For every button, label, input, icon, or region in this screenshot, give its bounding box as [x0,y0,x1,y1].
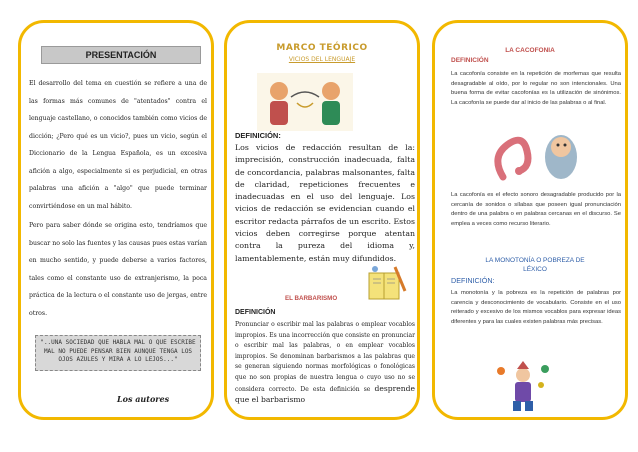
presentacion-paragraph-1: El desarrollo del tema en cuestión se refiere a una de las formas más comunes de "atentados" contra el lenguaje castellano, o conocidos también como vicios de dicción; ¿Pero qué es un vicio?, pues un vicio, según el Diccionario de la Lengua Española, es un excesiva afición a algo, especialmente si es perjudicial, en otras palabras una afición a "algo" que puede terminar convirtiéndose en un mal hábito. [29,80,207,210]
quote-box: "..UNA SOCIEDAD QUE HABLA MAL O QUE ESCRIBE MAL NO PUEDE PENSAR BIEN AUNQUE TENGA LOS OJOS AZULES Y MIRA A LO LEJOS..." [35,335,201,371]
authors-signature: Los autores [117,394,170,404]
panel-cacofonia [432,20,628,420]
cacofonia-title: LA CACOFONIA [505,47,555,54]
cacofonia-definition-label: DEFINICIÓN [451,57,489,64]
marco-teorico-subtitle: VICIOS DEL LENGUAJE [288,56,356,63]
barbarismo-definition-label: DEFINICIÓN [235,309,276,316]
juggler-illustration [493,361,553,413]
panel-marco-teorico [224,20,420,420]
monotonia-title: LA MONOTONÍA O POBREZA DE LÉXICO [485,257,585,273]
cacofonia-text-1: La cacofonía consiste en la repetición de morfemas que resulta desagradable al oído, por lo regular no son intencionales. Una buena forma de evitar cacofonías es la utilización de sinónimos. La cacofonía se puede dar al inicio de las palabras o al final. [451,71,621,106]
snake-illustration [483,127,593,187]
two-people-talking-illustration [257,73,353,131]
marco-teorico-title: MARCO TEÓRICO [276,43,368,53]
definicion-label: DEFINICIÓN: [235,131,281,140]
book-pencil-illustration [365,263,409,305]
presentacion-header: PRESENTACIÓN [41,46,201,64]
panel-presentacion [18,20,214,420]
barbarismo-text-main: Pronunciar o escribir mal las palabras o emplear vocablos impropios. Es una incorrección que consiste en pronunciar o escribir mal las palabras, o en emplear vocablos impropios. Se denominan barbarismos a las palabras que se generan siguiendo normas morfológicas o fonológicas que no son propias de nuestra lengua o cuyo uso no se considera correcto. De esta definición se [235,321,415,393]
monotonia-text: La monotonía y la pobreza es la repetición de palabras por carencia y desconocimiento de vocabulario. Consiste en el uso reiterado y excesivo de los mismos vocablos para expresar ideas diferentes y para las cuales existen palabras más precisas. [451,290,621,325]
barbarismo-title: EL BARBARISMO [285,295,338,302]
monotonia-definition-label: DEFINICIÓN: [451,276,495,285]
presentacion-paragraph-2: Pero para saber dónde se origina esto, tendríamos que buscar no solo las fuentes y las causas pues estas varían en mucho sentido, y puede deberse a varios factores, tales como el constante uso de extranjerismo, la poca práctica de la lectura o el constante uso de jergas, entre otros. [29,222,207,317]
barbarismo-text [235,320,415,407]
cacofonia-text-2: La cacofonía es el efecto sonoro desagradable producido por la cercanía de sonidos o sílabas que poseen igual pronunciación dentro de una palabra o en palabras cercanas en el discurso. Se emplea a veces como recurso literario. [451,192,621,227]
vicios-definition-text: Los vicios de redacción resultan de la: imprecisión, construcción inadecuada, falta de concordancia, palabras malsonantes, falta de claridad, repeticiones frecuentes e inadecuadas en el uso del lenguaje. Los vicios de redacción se evidencian cuando el escritor redacta párrafos de un escrito. Estos vicios deben corregirse porque atentan contra la pureza del idioma y, lamentablemente, están muy difundidos. [235,143,415,263]
barbarismo-text-emphasis: desprende que el barbarismo [235,383,415,405]
